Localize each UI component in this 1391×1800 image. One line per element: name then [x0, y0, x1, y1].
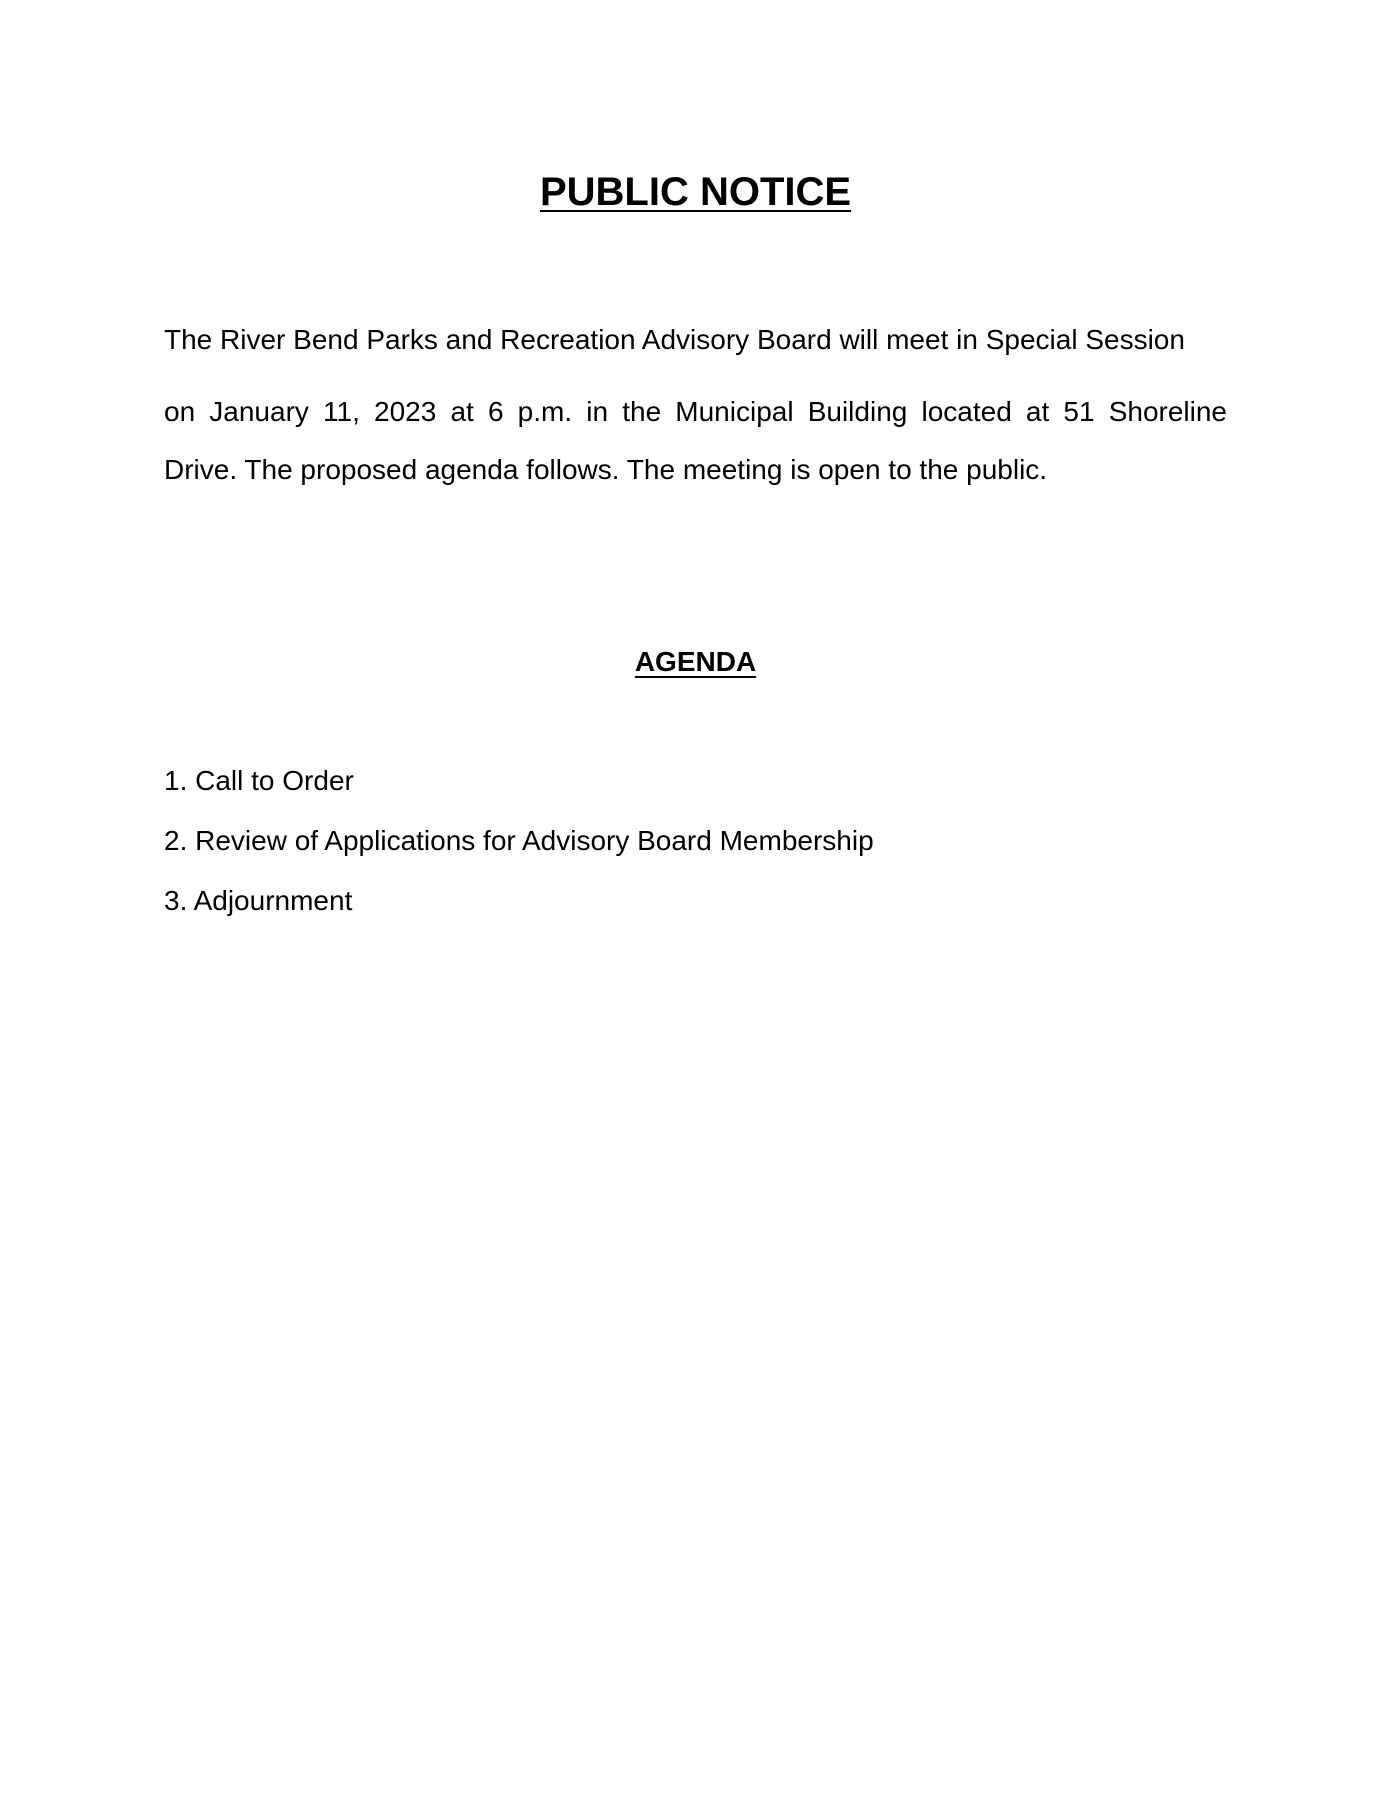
- agenda-item-review-applications: 2. Review of Applications for Advisory Board Membership: [164, 825, 874, 856]
- notice-paragraph-line-3: Drive. The proposed agenda follows. The meeting is open to the public.: [164, 454, 1048, 485]
- page-title: [0, 166, 1391, 218]
- notice-paragraph-line-2: on January 11, 2023 at 6 p.m. in the Municipal Building located at 51 Shoreline: [164, 396, 1227, 427]
- agenda-heading-text: AGENDA: [634, 646, 757, 677]
- agenda-heading: [0, 644, 1391, 680]
- agenda-item-adjournment: 3. Adjournment: [164, 885, 353, 916]
- notice-paragraph-line-1: The River Bend Parks and Recreation Advisory Board will meet in Special Session: [164, 324, 1185, 355]
- agenda-list: [164, 763, 874, 943]
- agenda-item-call-to-order: 1. Call to Order: [164, 765, 354, 796]
- page-title-text: PUBLIC NOTICE: [539, 170, 852, 214]
